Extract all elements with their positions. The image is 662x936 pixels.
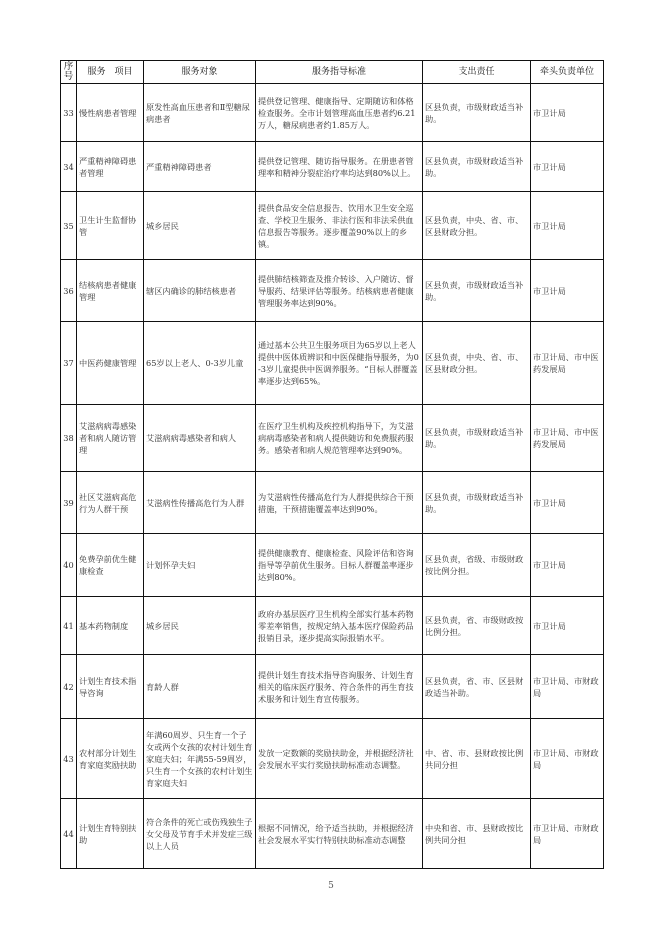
table-row: [61, 84, 604, 142]
table-row: [61, 799, 604, 869]
cell-target: 65岁以上老人、0-3岁儿童: [144, 322, 256, 405]
header-target: 服务对象: [144, 61, 256, 84]
table-row: [61, 142, 604, 192]
cell-lead-unit: 市卫计局、市财政局: [531, 799, 604, 869]
cell-target: 年满60周岁、只生育一个子女或两个女孩的农村计划生育家庭夫妇；年满55-59周岁，只生育一个女孩的农村计划生育家庭夫妇: [144, 719, 256, 799]
cell-lead-unit: 市卫计局、市中医药发展局: [531, 322, 604, 405]
cell-item: 农村部分计划生育家庭奖励扶助: [77, 719, 144, 799]
cell-standard: 提供计划生育技术指导咨询服务、计划生育相关的临床医疗服务、符合条件的再生育技术服务和计划生育宣传服务。: [256, 655, 423, 719]
cell-standard: 提供登记管理、健康指导、定期随访和体格检查服务。全市计划管理高血压患者约6.21万人，糖尿病患者约1.85万人。: [256, 84, 423, 142]
header-standard: 服务指导标准: [256, 61, 423, 84]
cell-item: 计划生育特别扶助: [77, 799, 144, 869]
cell-expense: 区县负责，中央、省、市、区县财政分担。: [423, 192, 531, 260]
cell-expense: 区县负责，市级财政适当补助。: [423, 84, 531, 142]
cell-seq: 36: [61, 260, 77, 322]
cell-lead-unit: 市卫计局、市中医药发展局: [531, 405, 604, 472]
cell-expense: 区县负责，市级财政适当补助。: [423, 260, 531, 322]
cell-lead-unit: 市卫计局: [531, 597, 604, 655]
table-row: [61, 719, 604, 799]
cell-lead-unit: 市卫计局、市财政局: [531, 655, 604, 719]
table-row: [61, 322, 604, 405]
table-row: [61, 597, 604, 655]
cell-lead-unit: 市卫计局、市财政局: [531, 719, 604, 799]
table-row: [61, 534, 604, 597]
cell-expense: 中、省、市、县财政按比例共同分担: [423, 719, 531, 799]
cell-target: 艾滋病性传播高危行为人群: [144, 472, 256, 534]
cell-target: 辖区内确诊的肺结核患者: [144, 260, 256, 322]
cell-target: 原发性高血压患者和Ⅱ型糖尿病患者: [144, 84, 256, 142]
header-item: 服务 项目: [77, 61, 144, 84]
cell-seq: 34: [61, 142, 77, 192]
table-row: [61, 405, 604, 472]
table-row: [61, 192, 604, 260]
cell-target: 育龄人群: [144, 655, 256, 719]
cell-standard: 提供肺结核筛查及推介转诊、入户随访、督导服药、结果评估等服务。结核病患者健康管理服务率达到90%。: [256, 260, 423, 322]
cell-seq: 38: [61, 405, 77, 472]
cell-standard: 发放一定数额的奖励扶助金，并根据经济社会发展水平实行奖励扶助标准动态调整。: [256, 719, 423, 799]
cell-seq: 43: [61, 719, 77, 799]
table-row: [61, 655, 604, 719]
cell-seq: 37: [61, 322, 77, 405]
cell-standard: 提供健康教育、健康检查、风险评估和咨询指导等孕前优生服务。目标人群覆盖率逐步达到80%。: [256, 534, 423, 597]
cell-expense: 中央和省、市、县财政按比例共同分担: [423, 799, 531, 869]
cell-seq: 35: [61, 192, 77, 260]
table-row: [61, 260, 604, 322]
cell-target: 计划怀孕夫妇: [144, 534, 256, 597]
cell-item: 严重精神障碍患者管理: [77, 142, 144, 192]
public-service-table: [60, 60, 604, 869]
header-seq: 序号: [61, 61, 77, 84]
cell-lead-unit: 市卫计局: [531, 472, 604, 534]
cell-item: 卫生计生监督协管: [77, 192, 144, 260]
cell-expense: 区县负责，市级财政适当补助。: [423, 472, 531, 534]
cell-seq: 40: [61, 534, 77, 597]
cell-target: 城乡居民: [144, 597, 256, 655]
header-lead-unit: 牵头负责单位: [531, 61, 604, 84]
cell-item: 结核病患者健康管理: [77, 260, 144, 322]
table-header-row: [61, 61, 604, 84]
cell-item: 免费孕前优生健康检查: [77, 534, 144, 597]
cell-lead-unit: 市卫计局: [531, 260, 604, 322]
cell-expense: 区县负责，省级、市级财政按比例分担。: [423, 534, 531, 597]
cell-seq: 41: [61, 597, 77, 655]
cell-standard: 提供登记管理、随访指导服务。在册患者管理率和精神分裂症治疗率均达到80%以上。: [256, 142, 423, 192]
cell-item: 社区艾滋病高危行为人群干预: [77, 472, 144, 534]
cell-item: 艾滋病病毒感染者和病人随访管理: [77, 405, 144, 472]
cell-standard: 在医疗卫生机构及疾控机构指导下，为艾滋病病毒感染者和病人提供随访和免费服药服务。感染者和病人规范管理率达到90%。: [256, 405, 423, 472]
cell-expense: 区县负责，市级财政适当补助。: [423, 405, 531, 472]
cell-lead-unit: 市卫计局: [531, 84, 604, 142]
cell-target: 符合条件的死亡或伤残独生子女父母及节育手术并发症三级以上人员: [144, 799, 256, 869]
cell-expense: 区县负责，省、市、区县财政适当补助。: [423, 655, 531, 719]
cell-standard: 提供食品安全信息报告、饮用水卫生安全巡查、学校卫生服务、非法行医和非法采供血信息报告等服务。逐步覆盖90%以上的乡镇。: [256, 192, 423, 260]
cell-item: 中医药健康管理: [77, 322, 144, 405]
cell-seq: 42: [61, 655, 77, 719]
cell-standard: 政府办基层医疗卫生机构全部实行基本药物零差率销售，按规定纳入基本医疗保险药品报销目录，逐步提高实际报销水平。: [256, 597, 423, 655]
cell-lead-unit: 市卫计局: [531, 534, 604, 597]
cell-target: 城乡居民: [144, 192, 256, 260]
cell-standard: 通过基本公共卫生服务项目为65岁以上老人提供中医体质辨识和中医保健指导服务，为0-3岁儿童提供中医调养服务。“目标人群覆盖率逐步达到65%。: [256, 322, 423, 405]
cell-target: 严重精神障碍患者: [144, 142, 256, 192]
cell-expense: 区县负责，省、市级财政按比例分担。: [423, 597, 531, 655]
cell-item: 慢性病患者管理: [77, 84, 144, 142]
header-expense: 支出责任: [423, 61, 531, 84]
cell-standard: 为艾滋病性传播高危行为人群提供综合干预措施，干预措施覆盖率达到90%。: [256, 472, 423, 534]
cell-item: 计划生育技术指导咨询: [77, 655, 144, 719]
cell-lead-unit: 市卫计局: [531, 142, 604, 192]
cell-target: 艾滋病病毒感染者和病人: [144, 405, 256, 472]
cell-item: 基本药物制度: [77, 597, 144, 655]
cell-expense: 区县负责，市级财政适当补助。: [423, 142, 531, 192]
page-number: 5: [328, 881, 334, 891]
cell-standard: 根据不同情况，给予适当扶助，并根据经济社会发展水平实行特别扶助标准动态调整: [256, 799, 423, 869]
cell-seq: 33: [61, 84, 77, 142]
cell-seq: 44: [61, 799, 77, 869]
cell-expense: 区县负责，中央、省、市、区县财政分担。: [423, 322, 531, 405]
table-row: [61, 472, 604, 534]
cell-lead-unit: 市卫计局: [531, 192, 604, 260]
cell-seq: 39: [61, 472, 77, 534]
